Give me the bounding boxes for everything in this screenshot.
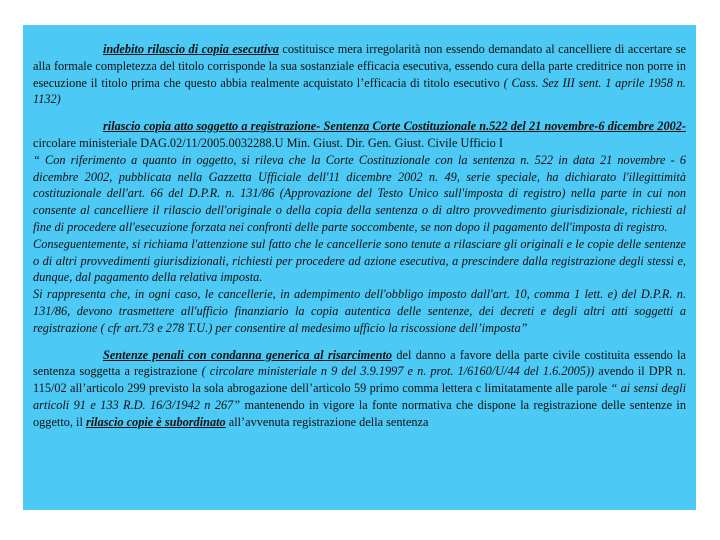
paragraph-sentenze-penali: [33, 347, 686, 431]
paragraph-sentenza-corte-costituzionale: [33, 118, 686, 152]
heading-copia-esecutiva: indebito rilascio di copia esecutiva: [103, 42, 279, 56]
slide-text-box: [23, 25, 696, 510]
body-circolare-ministeriale: circolare ministeriale DAG.02/11/2005.0032288.U Min. Giust. Dir. Gen. Giust. Civile Ufficio I: [33, 135, 503, 150]
emphasis-rilascio-copie: rilascio copie è subordinato: [85, 414, 226, 429]
body-sentenze-penali-2: avendo il DPR n. 115/02 all’articolo 299 previsto la sola abrogazione dell’articolo 59 primo comma lettera c limitatamente alle parole: [33, 364, 686, 396]
citation-cassazione: ( Cass. Sez III sent. 1 aprile 1958 n. 1132): [33, 75, 686, 107]
citation-circolare: ( circolare ministeriale n 9 del 3.9.1997 e n. prot. 1/6160/U/44 del 1.6.2005)): [201, 364, 595, 379]
body-sentenze-penali-3: mantenendo in vigore la fonte normativa che dispone la registrazione delle sentenze in oggetto, il: [33, 397, 686, 429]
paragraph-copia-esecutiva: [33, 41, 686, 108]
heading-sentenza-522: rilascio copia atto soggetto a registrazione- Sentenza Corte Costituzionale n.522 del 21 novembre-6 dicembre 2002-: [103, 119, 686, 134]
body-sentenze-penali-1: del danno a favore della parte civile costituita essendo la sentenza soggetta a registrazione: [33, 347, 686, 379]
heading-sentenze-penali: Sentenze penali con condanna generica al risarcimento: [103, 347, 393, 362]
quote-paragraph-2: Conseguentemente, si richiama l'attenzione sul fatto che le cancellerie sono tenute a rilasciare gli originali e le copie delle sentenze o di altri provvedimenti giurisdizionali, richiesti per procedere ad azione esecutiva, a prescindere dalla registrazione degli stessi e, dunque, dal pagamento della relativa imposta.: [33, 236, 686, 285]
quoted-articoli: “ ai sensi degli articoli 91 e 133 R.D. 16/3/1942 n 267”: [33, 381, 686, 412]
body-sentenze-penali-4: all’avvenuta registrazione della sentenza: [225, 414, 429, 429]
quote-paragraph-1: “ Con riferimento a quanto in oggetto, si rileva che la Corte Costituzionale con la sentenza n. 522 in data 21 novembre - 6 dicembre 2002, pubblicata nella Gazzetta Ufficiale dell'11 dicembre 2002 n. 49, serie speciale, ha dichiarato l'illegittimità costituzionale dell'art. 66 del D.P.R. n. 131/86 (Approvazione del Testo Unico sull'imposta di registro) nella parte in cui non consente al cancelliere il rilascio dell'originale o della copia della sentenza o di altro provvedimento giurisdizionale, richiesti al fine di procedere all'esecuzione forzata nei confronti delle parte soccombente, se non dopo il pagamento dell'imposta di registro.: [33, 152, 686, 234]
body-copia-esecutiva: costituisce mera irregolarità non essendo demandato al cancelliere di accertare se alla formale completezza del titolo corrisponde la sua sostanziale efficacia esecutiva, essendo cura della parte creditrice non porre in esecuzione il titolo prima che questo abbia realmente acquistato l’efficacia di titolo esecutivo: [33, 42, 687, 90]
quote-paragraph-3: Si rappresenta che, in ogni caso, le cancellerie, in adempimento dell'obbligo imposto dall'art. 10, comma 1 lett. e) del D.P.R. n. 131/86, devono trasmettere all'ufficio finanziario la copia autentica delle sentenze, dei decreti e degli altri atti soggetti a registrazione ( cfr art.73 e 278 T.U.) per consentire al medesimo ufficio la riscossione dell’imposta”: [33, 287, 686, 335]
